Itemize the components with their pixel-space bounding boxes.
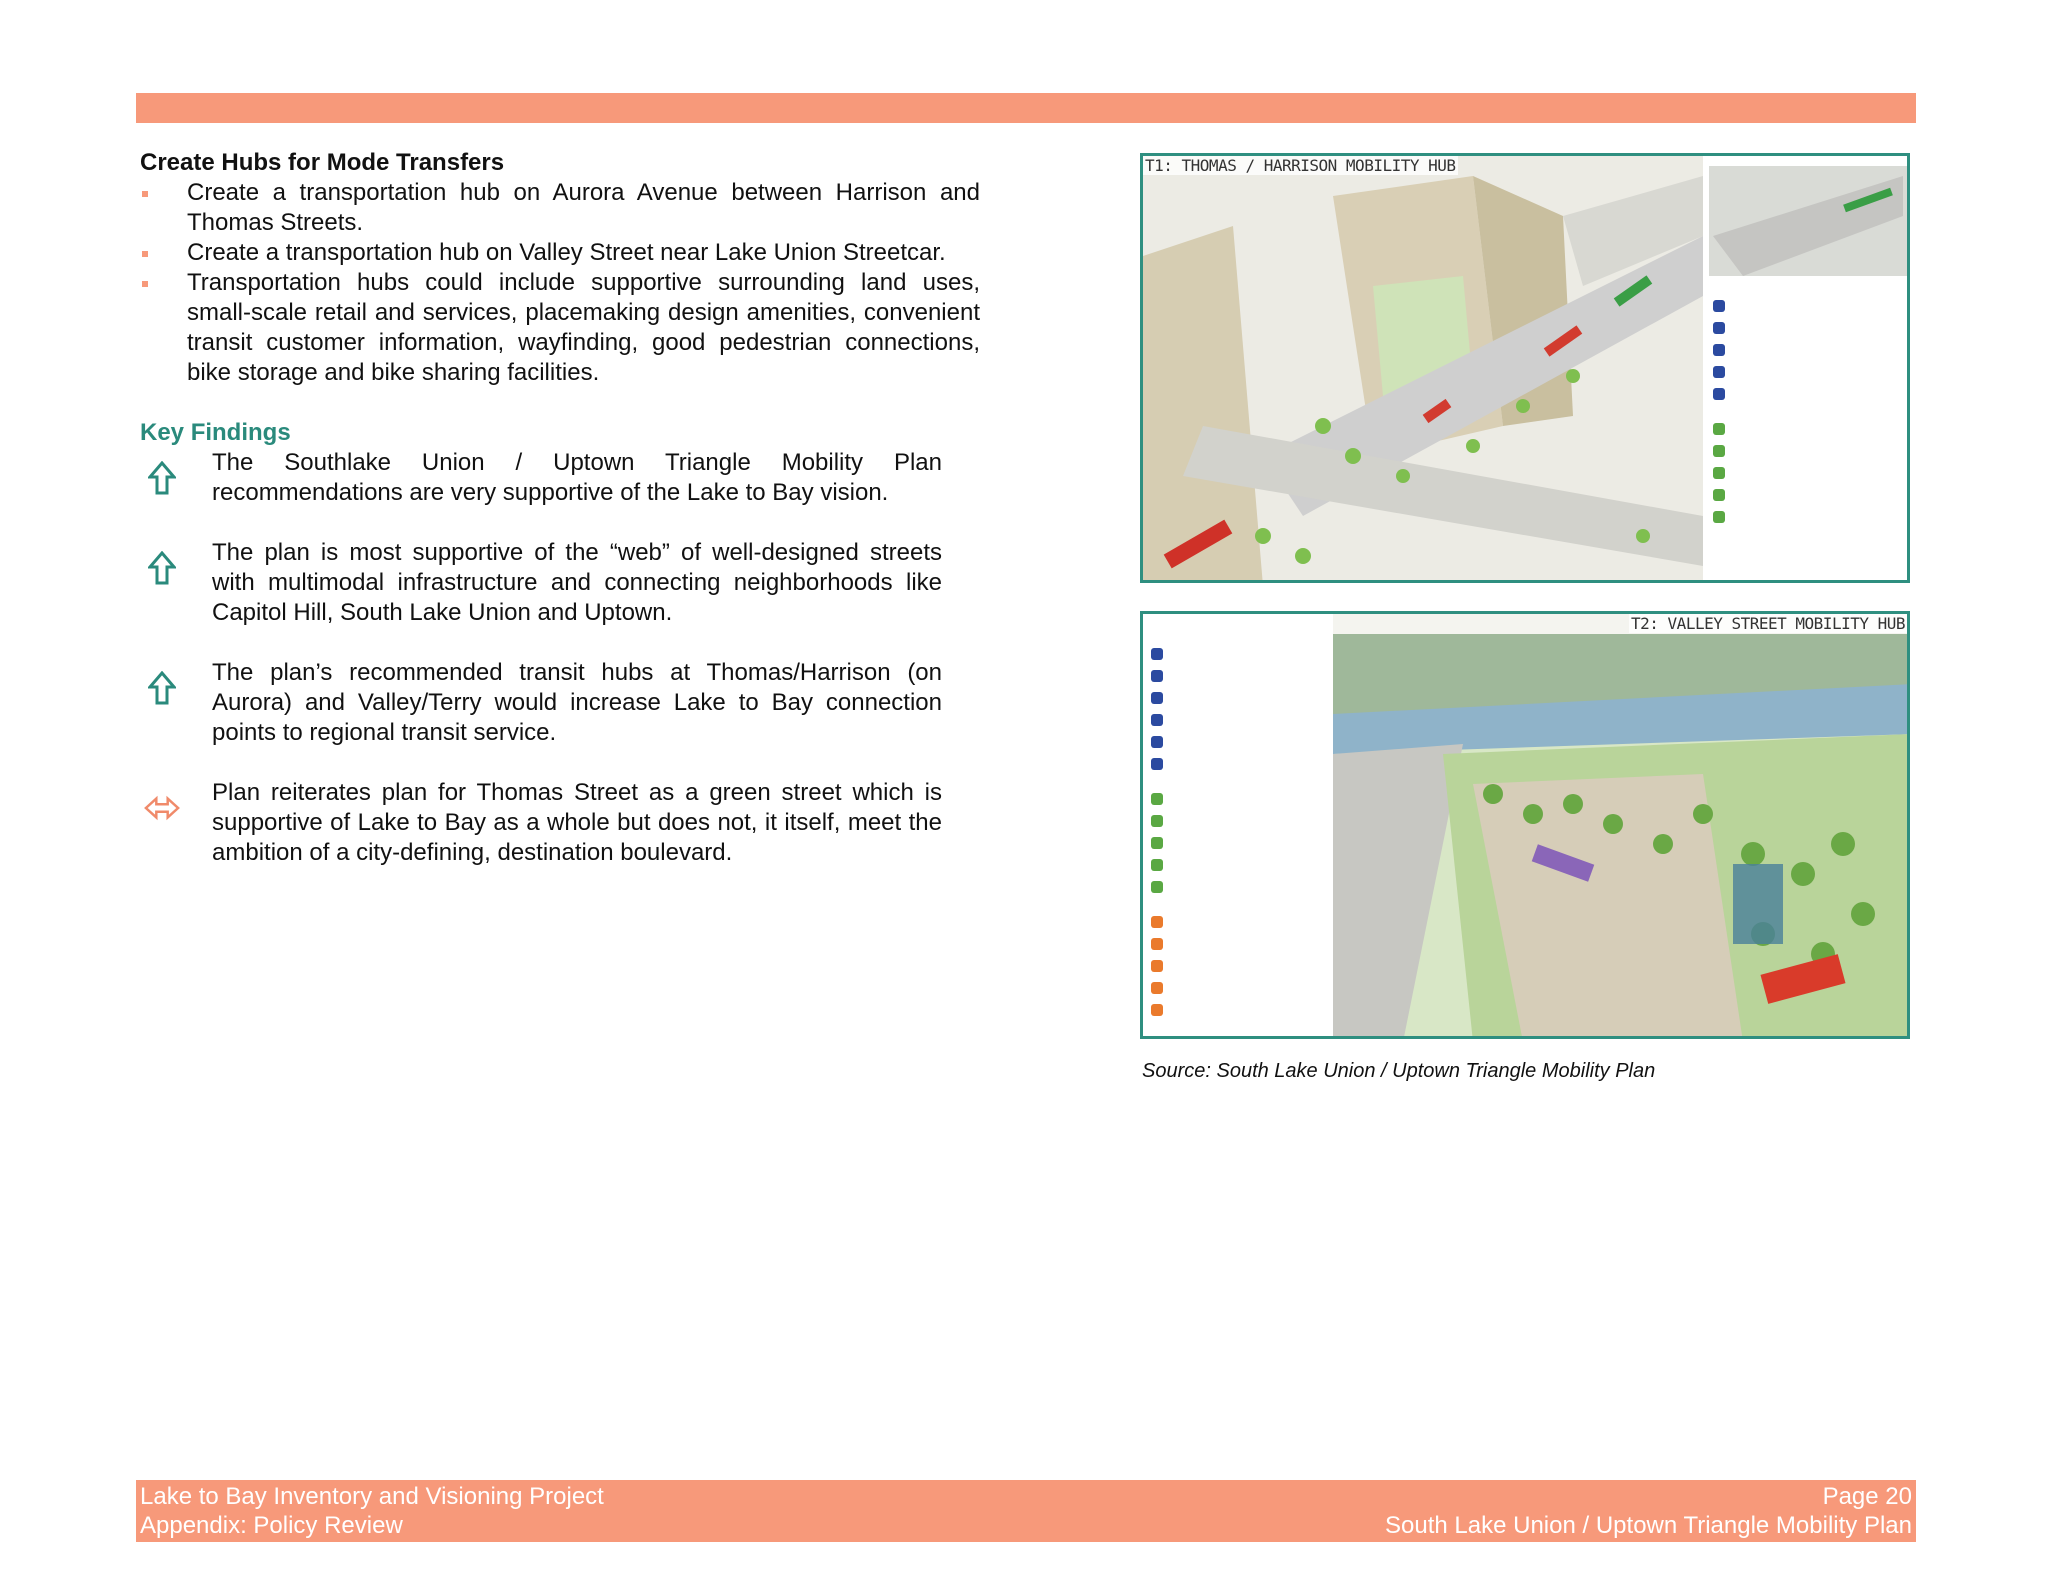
page-footer bbox=[136, 1480, 1916, 1542]
finding-item: Plan reiterates plan for Thomas Street as a green street which is supportive of Lake to Bay as a whole but does not, it itself, meet the ambition of a city-defining, destination boulevard. bbox=[140, 778, 942, 868]
legend-marker-icon bbox=[1151, 916, 1163, 928]
legend-marker-icon bbox=[1151, 714, 1163, 726]
list-item: Create a transportation hub on Aurora Avenue between Harrison and Thomas Streets. bbox=[140, 178, 980, 238]
legend-marker-icon bbox=[1713, 388, 1725, 400]
footer-project-title: Lake to Bay Inventory and Visioning Project bbox=[140, 1483, 604, 1510]
legend-marker-icon bbox=[1713, 366, 1725, 378]
legend-marker-icon bbox=[1713, 322, 1725, 334]
finding-item: The Southlake Union / Uptown Triangle Mobility Plan recommendations are very supportive of the Lake to Bay vision. bbox=[140, 448, 942, 508]
legend-marker-icon bbox=[1713, 300, 1725, 312]
legend-marker-icon bbox=[1713, 489, 1725, 501]
legend-marker-icon bbox=[1151, 736, 1163, 748]
legend-marker-icon bbox=[1151, 648, 1163, 660]
up-arrow-icon bbox=[144, 668, 180, 708]
figure-title: T2: VALLEY STREET MOBILITY HUB bbox=[1631, 614, 1905, 633]
bullet-square-icon bbox=[142, 281, 148, 287]
figure-title: T1: THOMAS / HARRISON MOBILITY HUB bbox=[1145, 156, 1456, 175]
up-arrow-icon bbox=[144, 548, 180, 588]
legend-marker-icon bbox=[1151, 881, 1163, 893]
finding-item: The plan is most supportive of the “web” of well-designed streets with multimodal infrastructure and connecting neighborhoods like Capitol Hill, South Lake Union and Uptown. bbox=[140, 538, 942, 628]
legend-marker-icon bbox=[1151, 815, 1163, 827]
legend-marker-icon bbox=[1713, 344, 1725, 356]
legend-marker-icon bbox=[1151, 692, 1163, 704]
legend-marker-icon bbox=[1713, 423, 1725, 435]
legend-marker-icon bbox=[1151, 859, 1163, 871]
hub-bullet-list bbox=[140, 178, 980, 388]
legend-marker-icon bbox=[1151, 960, 1163, 972]
list-item: Create a transportation hub on Valley Street near Lake Union Streetcar. bbox=[140, 238, 980, 268]
legend-marker-icon bbox=[1151, 670, 1163, 682]
footer-page-number: Page 20 bbox=[1822, 1483, 1912, 1510]
legend-marker-icon bbox=[1151, 837, 1163, 849]
valley-street-hub-rendering bbox=[1140, 611, 1910, 1039]
legend-marker-icon bbox=[1713, 511, 1725, 523]
thomas-harrison-hub-rendering bbox=[1140, 153, 1910, 583]
left-right-arrow-icon bbox=[144, 788, 180, 828]
legend-marker-icon bbox=[1151, 938, 1163, 950]
bullet-square-icon bbox=[142, 191, 148, 197]
top-accent-bar bbox=[136, 93, 1916, 123]
figure-legend bbox=[1151, 629, 1326, 1026]
key-findings-heading: Key Findings bbox=[140, 419, 291, 446]
list-item: Transportation hubs could include supportive surrounding land uses, small-scale retail and services, placemaking design amenities, convenient transit customer information, wayfinding, good pedestrian connections, bike storage and bike sharing facilities. bbox=[140, 268, 980, 388]
legend-marker-icon bbox=[1151, 793, 1163, 805]
main-text-column bbox=[140, 148, 980, 898]
finding-item: The plan’s recommended transit hubs at Thomas/Harrison (on Aurora) and Valley/Terry would increase Lake to Bay connection points to regional transit service. bbox=[140, 658, 942, 748]
figure-legend bbox=[1713, 281, 1903, 533]
footer-appendix: Appendix: Policy Review bbox=[140, 1512, 403, 1539]
bullet-square-icon bbox=[142, 251, 148, 257]
figure-source-caption: Source: South Lake Union / Uptown Triangle Mobility Plan bbox=[1142, 1060, 1656, 1082]
up-arrow-icon bbox=[144, 458, 180, 498]
legend-marker-icon bbox=[1713, 445, 1725, 457]
footer-plan-name: South Lake Union / Uptown Triangle Mobility Plan bbox=[1385, 1512, 1912, 1539]
section-heading: Create Hubs for Mode Transfers bbox=[140, 149, 505, 176]
legend-marker-icon bbox=[1151, 1004, 1163, 1016]
legend-marker-icon bbox=[1151, 758, 1163, 770]
legend-marker-icon bbox=[1151, 982, 1163, 994]
legend-marker-icon bbox=[1713, 467, 1725, 479]
